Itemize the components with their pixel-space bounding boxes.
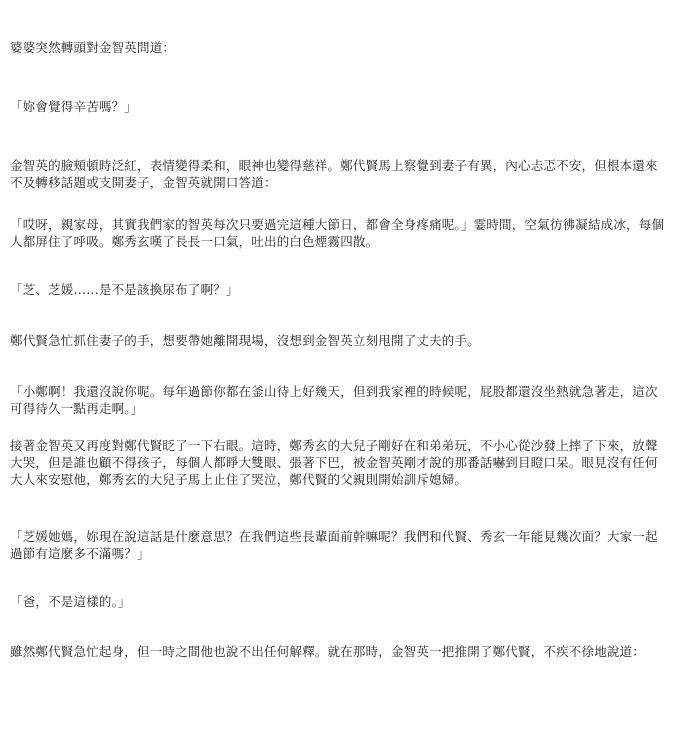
paragraph: 金智英的臉頰頓時泛紅，表情變得柔和，眼神也變得慈祥。鄭代賢馬上察覺到妻子有異，內心忐忑不安，但根本還來不及轉移話題或支開妻子，金智英就開口答道： [10,158,658,190]
paragraph: 鄭代賢急忙抓住妻子的手，想要帶她離開現場，沒想到金智英立刻甩開了丈夫的手。 [10,333,480,348]
paragraph: 雖然鄭代賢急忙起身，但一時之間他也說不出任何解釋。就在那時，金智英一把推開了鄭代賢，不疾不徐地說道： [10,644,646,659]
paragraph: 「芝、芝媛……是不是該換尿布了啊？」 [10,282,239,297]
paragraph: 「小鄭啊！我還沒說你呢。每年過節你都在釜山待上好幾天，但到我家裡的時候呢，屁股都還沒坐熱就急著走，這次可得待久一點再走啊。」 [10,384,658,416]
paragraph: 「妳會覺得辛苦嗎？」 [10,99,138,114]
paragraph: 「哎呀，親家母，其實我們家的智英每次只要過完這種大節日，都會全身疼痛呢。」霎時間，空氣彷彿凝結成冰，每個人都屏住了呼吸。鄭秀玄嘆了長長一口氣，吐出的白色煙霧四散。 [10,217,665,249]
paragraph: 「爸，不是這樣的。」 [10,594,131,609]
paragraph: 「芝媛她媽，妳現在說這話是什麼意思？在我們這些長輩面前幹嘛呢？我們和代賢、秀玄一年能見幾次面？大家一起過節有這麼多不滿嗎？」 [10,529,658,561]
paragraph: 接著金智英又再度對鄭代賢眨了一下右眼。這時，鄭秀玄的大兒子剛好在和弟弟玩，不小心從沙發上摔了下來，放聲大哭，但是誰也顧不得孩子，每個人都睜大雙眼、張著下巴，被金智英剛才說的那番話嚇到目瞪口呆。眼見沒有任何大人來安慰他，鄭秀玄的大兒子馬上止住了哭泣，鄭代賢的父親則開始訓斥媳婦。 [10,438,658,487]
paragraph: 婆婆突然轉頭對金智英問道： [10,40,176,55]
